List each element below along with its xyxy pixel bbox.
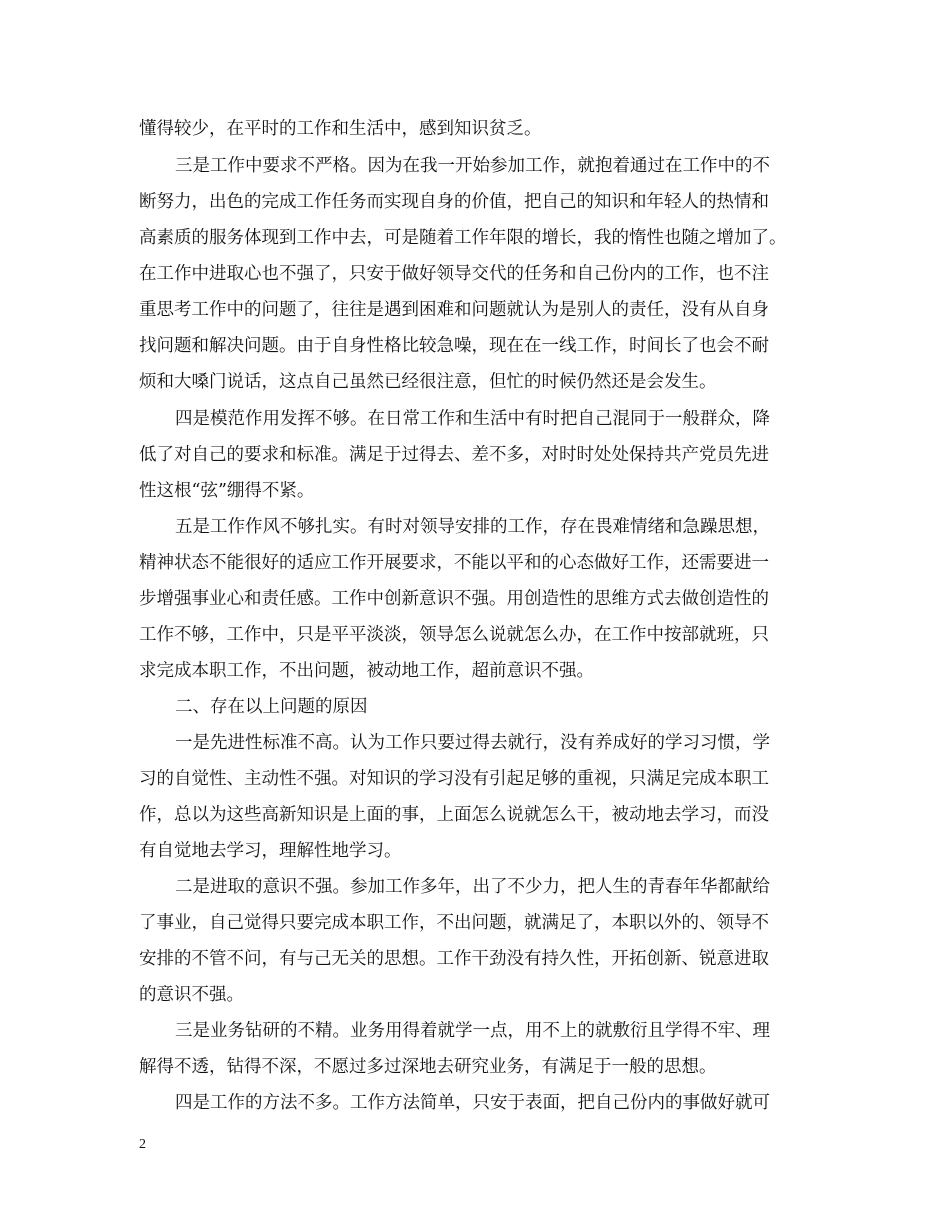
paragraph-first-line: 二是进取的意识不强。参加工作多年，出了不少力，把人生的青春年华都献给 [175, 877, 770, 897]
text-line: 解得不透，钻得不深，不愿过多过深地去研究业务，有满足于一般的思想。 [139, 1057, 717, 1077]
text-line: 作，总以为这些高新知识是上面的事，上面怎么说就怎么干，被动地去学习，而没 [139, 805, 769, 825]
text-line: 低了对自己的要求和标准。满足于过得去、差不多，对时时处处保持共产党员先进 [139, 445, 769, 465]
text-line: 的意识不强。 [139, 985, 244, 1005]
page-number: 2 [139, 1137, 146, 1152]
text-line: 安排的不管不问，有与己无关的思想。工作干劲没有持久性，开拓创新、锐意进取 [139, 949, 769, 969]
text-line: 步增强事业心和责任感。工作中创新意识不强。用创造性的思维方式去做创造性的 [139, 589, 769, 609]
text-line: 性这根“弦”绷得不紧。 [139, 481, 315, 501]
text-line: 高素质的服务体现到工作中去，可是随着工作年限的增长，我的惰性也随之增加了。 [139, 228, 787, 248]
text-line: 工作不够，工作中，只是平平淡淡，领导怎么说就怎么办，在工作中按部就班，只 [139, 625, 769, 645]
text-line: 找问题和解决问题。由于自身性格比较急噪，现在在一线工作，时间长了也会不耐 [139, 336, 769, 356]
text-line: 精神状态不能很好的适应工作开展要求，不能以平和的心态做好工作，还需要进一 [139, 553, 769, 573]
text-line: 懂得较少，在平时的工作和生活中，感到知识贫乏。 [139, 119, 542, 139]
paragraph-first-line: 三是业务钻研的不精。业务用得着就学一点，用不上的就敷衍且学得不牢、理 [175, 1021, 770, 1041]
text-line: 烦和大嗓门说话，这点自己虽然已经很注意，但忙的时候仍然还是会发生。 [139, 372, 717, 392]
section-heading: 二、存在以上问题的原因 [175, 697, 368, 717]
text-line: 断努力，出色的完成工作任务而实现自身的价值，把自己的知识和年轻人的热情和 [139, 192, 769, 212]
paragraph-first-line: 一是先进性标准不高。认为工作只要过得去就行，没有养成好的学习习惯，学 [175, 733, 770, 753]
paragraph-first-line: 四是模范作用发挥不够。在日常工作和生活中有时把自己混同于一般群众，降 [175, 409, 770, 429]
paragraph-first-line: 三是工作中要求不严格。因为在我一开始参加工作，就抱着通过在工作中的不 [175, 156, 770, 176]
paragraph-first-line: 五是工作作风不够扎实。有时对领导安排的工作，存在畏难情绪和急躁思想， [175, 517, 770, 537]
text-line: 习的自觉性、主动性不强。对知识的学习没有引起足够的重视，只满足完成本职工 [139, 769, 769, 789]
paragraph-first-line: 四是工作的方法不多。工作方法简单，只安于表面，把自己份内的事做好就可 [175, 1093, 770, 1113]
text-line: 有自觉地去学习，理解性地学习。 [139, 841, 402, 861]
text-line: 了事业，自己觉得只要完成本职工作，不出问题，就满足了，本职以外的、领导不 [139, 913, 769, 933]
text-line: 重思考工作中的问题了，往往是遇到困难和问题就认为是别人的责任，没有从自身 [139, 300, 769, 320]
text-line: 在工作中进取心也不强了，只安于做好领导交代的任务和自己份内的工作，也不注 [139, 264, 769, 284]
text-line: 求完成本职工作，不出问题，被动地工作，超前意识不强。 [139, 661, 594, 681]
